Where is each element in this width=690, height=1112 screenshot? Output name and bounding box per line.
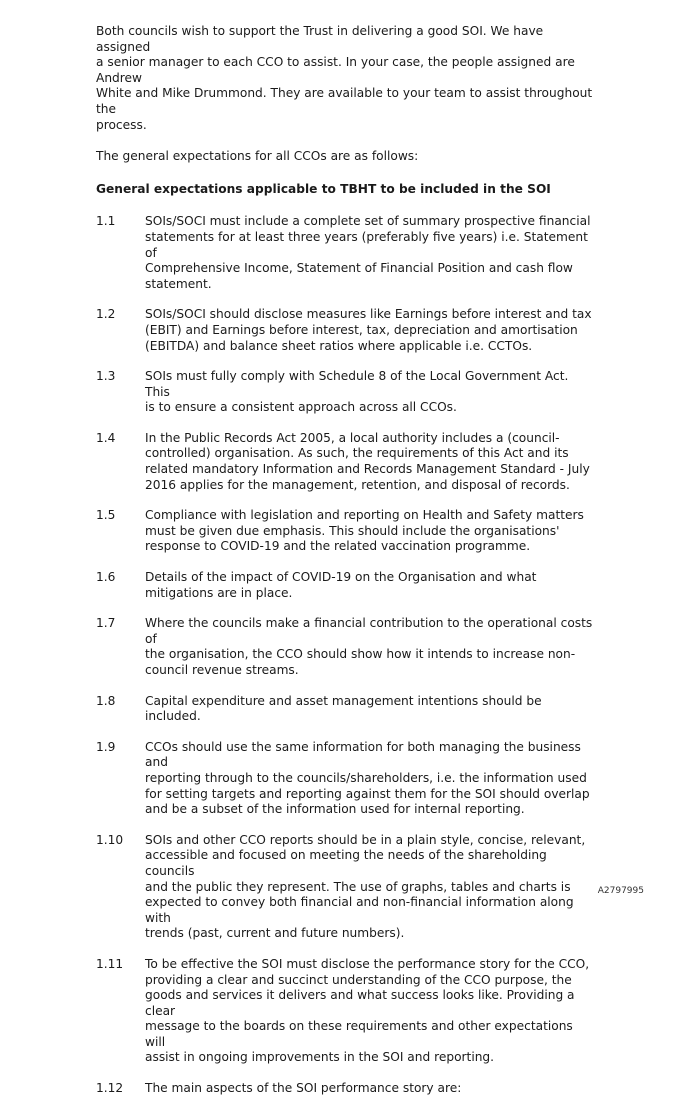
item-number: 1.11 — [96, 956, 124, 971]
list-item — [96, 833, 596, 942]
list-item — [96, 616, 596, 678]
item-text: SOIs/SOCI must include a complete set of summary prospective financial statements for at least three years (preferably five years) i.e. Statement of Comprehensive Income, Statement of Financial Position and cash flow statement. — [145, 214, 591, 291]
item-text: SOIs/SOCI should disclose measures like Earnings before interest and tax (EBIT) and Earnings before interest, tax, depreciation and amortisation (EBITDA) and balance sheet ratios where applicable i.e. CCTOs. — [145, 307, 592, 353]
item-number: 1.4 — [96, 430, 116, 445]
item-text: CCOs should use the same information for both managing the business and reporting through to the councils/shareholders, i.e. the information used for setting targets and reporting against them for the SOI should overlap and be a subset of the information used for internal reporting. — [145, 739, 590, 817]
item-text: Compliance with legislation and reporting on Health and Safety matters must be given due emphasis. This should include the organisations' response to COVID-19 and the related vaccination programme. — [145, 508, 584, 554]
item-number: 1.10 — [96, 832, 124, 847]
section-heading: General expectations applicable to TBHT to be included in the SOI — [96, 181, 551, 196]
item-text: In the Public Records Act 2005, a local authority includes a (council- controlled) organisation. As such, the requirements of this Act and its related mandatory Information and Records Management Standard - July 2016 applies for the management, retention, and disposal of records. — [145, 430, 590, 492]
item-text: The main aspects of the SOI performance story are: — [145, 1081, 462, 1096]
item-text: Where the councils make a financial contribution to the operational costs of the organisation, the CCO should show how it intends to increase non- council revenue streams. — [145, 616, 593, 677]
list-item — [96, 694, 596, 725]
lead-paragraph: The general expectations for all CCOs are as follows: — [96, 149, 419, 164]
item-text: Capital expenditure and asset management intentions should be included. — [145, 693, 542, 724]
item-number: 1.5 — [96, 508, 116, 523]
list-item — [96, 570, 596, 601]
list-item — [96, 431, 596, 493]
item-number: 1.7 — [96, 616, 116, 631]
item-number: 1.3 — [96, 369, 116, 384]
list-item — [96, 508, 596, 555]
list-item — [96, 740, 596, 818]
item-number: 1.12 — [96, 1081, 124, 1096]
document-body — [96, 24, 596, 1112]
intro-paragraph: Both councils wish to support the Trust in delivering a good SOI. We have assigned a senior manager to each CCO to assist. In your case, the people assigned are Andrew White and Mike Drummond. They are available to your team to assist throughout the process. — [96, 24, 593, 132]
item-text: SOIs must fully comply with Schedule 8 of the Local Government Act. This is to ensure a consistent approach across all CCOs. — [145, 369, 569, 415]
item-number: 1.2 — [96, 307, 116, 322]
item-text: To be effective the SOI must disclose the performance story for the CCO, providing a clear and succinct understanding of the CCO purpose, the goods and services it delivers and what success looks like. Providing a clear message to the boards on these requirements and other expectations will assist in ongoing improvements in the SOI and reporting. — [145, 956, 590, 1065]
item-text: SOIs and other CCO reports should be in a plain style, concise, relevant, accessible and focused on meeting the needs of the shareholding councils and the public they represent. The use of graphs, tables and charts is expected to convey both financial and non-financial information along with trends (past, current and future numbers). — [145, 832, 586, 941]
list-item — [96, 1081, 596, 1097]
item-number: 1.8 — [96, 693, 116, 708]
list-item — [96, 214, 596, 292]
item-number: 1.6 — [96, 570, 116, 585]
list-item — [96, 307, 596, 354]
item-text: Details of the impact of COVID-19 on the Organisation and what mitigations are in place. — [145, 570, 537, 600]
item-number: 1.9 — [96, 739, 116, 754]
item-number: 1.1 — [96, 214, 116, 229]
list-item — [96, 369, 596, 416]
list-item — [96, 957, 596, 1066]
document-reference: A2797995 — [597, 886, 644, 896]
